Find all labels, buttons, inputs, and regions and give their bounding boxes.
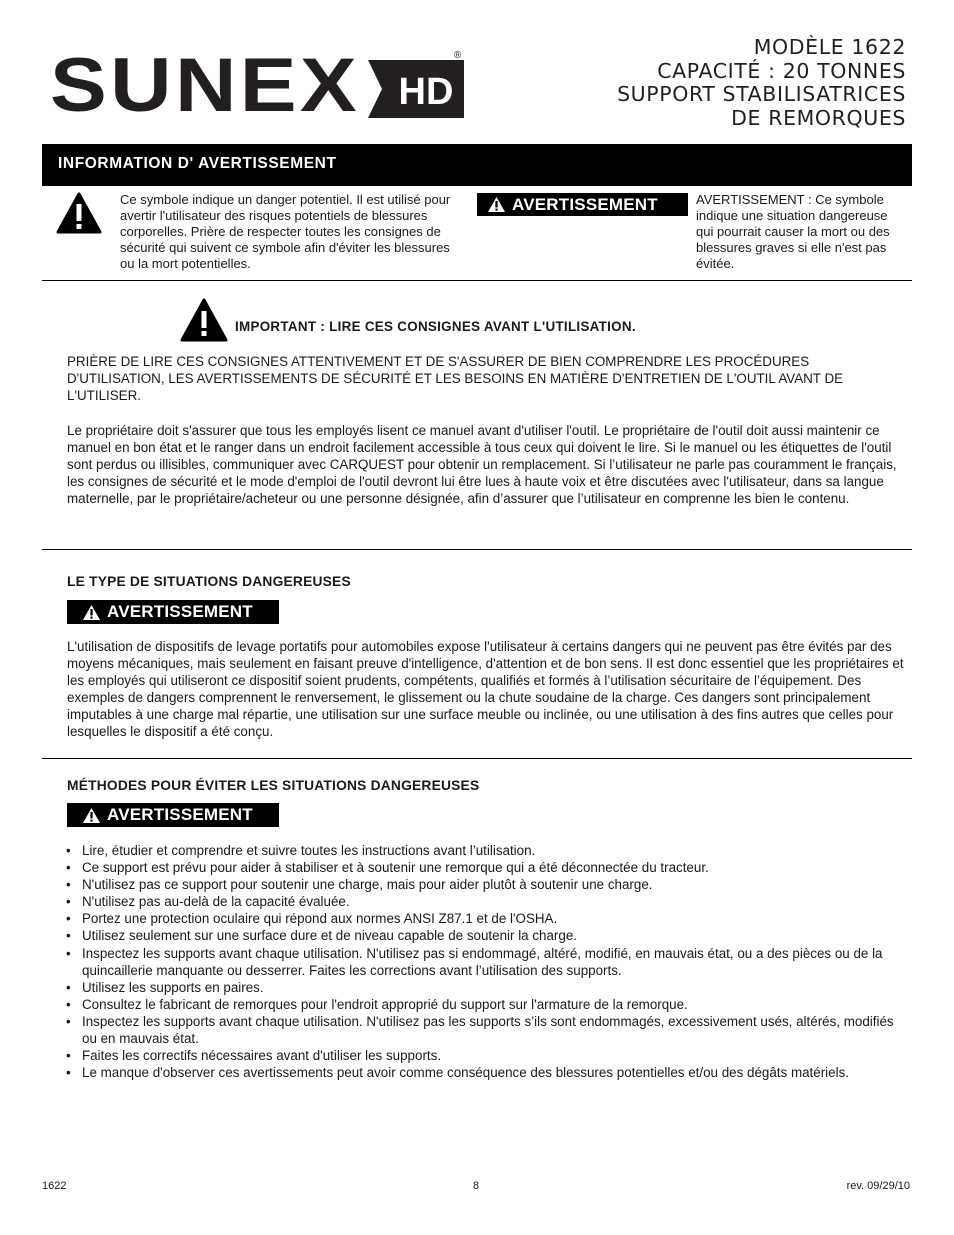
safety-instructions-list: [66, 842, 912, 1081]
section-title: INFORMATION D' AVERTISSEMENT: [58, 155, 337, 172]
warning-label-text: AVERTISSEMENT: [107, 805, 253, 824]
list-item: • N'utilisez pas au-delà de la capacité évaluée.: [66, 893, 912, 910]
warning-symbol-description: AVERTISSEMENT : Ce symbole indique une situation dangereuse qui pourrait causer la mort ou des blessures graves si elle n'est pas évitée.: [696, 192, 890, 271]
warning-label-text: AVERTISSEMENT: [107, 602, 253, 621]
list-item: • Faites les correctifs nécessaires avant d'utiliser les supports.: [66, 1047, 912, 1064]
list-item: • Le manque d'observer ces avertissements peut avoir comme conséquence des blessures potentielles et/ou des dégâts matériels.: [66, 1064, 912, 1081]
divider: [42, 549, 912, 550]
hazards-heading: LE TYPE DE SITUATIONS DANGEREUSES: [67, 574, 351, 589]
list-item: • Lire, étudier et comprendre et suivre toutes les instructions avant l’utilisation.: [66, 842, 912, 859]
brand-suffix: HD: [398, 71, 454, 113]
footer-revision: rev. 09/29/10: [846, 1180, 910, 1192]
danger-symbol-description: Ce symbole indique un danger potentiel. Il est utilisé pour avertir l'utilisateur des risques potentiels de blessures corporelles. Prière de respecter toutes les consignes de sécurité qui suivent ce symbole afin d'éviter les blessures ou la mort potentielles.: [120, 192, 451, 271]
warning-label: [67, 803, 279, 827]
title-line-2: CAPACITÉ : 20 TONNES: [657, 58, 906, 83]
warning-triangle-icon: [487, 196, 506, 213]
warning-label: [67, 600, 279, 624]
hazards-paragraph: L'utilisation de dispositifs de levage portatifs pour automobiles expose l'utilisateur à certains dangers qui ne peuvent pas être évités par des moyens mécaniques, mais seulement en faisant preuve d'intelligence, d'attention et de bon sens. Il est donc essentiel que les propriétaires et les employés qui utiliseront ce dispositif soient prudents, compétents, qualifiés et formés à l’utilisation sécuritaire de l’équipement. Des exemples de dangers comprennent le renversement, le glissement ou la chute soudaine de la charge. Ces dangers sont principalement imputables à une charge mal répartie, une utilisation sur une surface meuble ou inclinée, ou une utilisation à des fins autres que celles pour lesquelles le dispositif a été conçu.: [67, 639, 904, 739]
divider: [42, 280, 912, 281]
list-item: • N'utilisez pas ce support pour soutenir une charge, mais pour aider plutôt à soutenir une charge.: [66, 876, 912, 893]
list-item: • Consultez le fabricant de remorques pour l'endroit approprié du support sur l'armature de la remorque.: [66, 996, 912, 1013]
brand-name: SUNEX: [50, 43, 361, 128]
warning-triangle-icon: [82, 807, 101, 824]
warning-triangle-icon: [56, 192, 102, 234]
warning-label-text: AVERTISSEMENT: [512, 194, 658, 214]
list-item: • Inspectez les supports avant chaque utilisation. N'utilisez pas les supports s’ils sont endommagés, excessivement usés, altérés, modifiés ou en mauvais état.: [66, 1013, 912, 1047]
list-item: • Portez une protection oculaire qui répond aux normes ANSI Z87.1 et de l'OSHA.: [66, 910, 912, 927]
model-title: [617, 36, 906, 130]
brand-logo: [50, 43, 466, 128]
divider: [42, 758, 912, 759]
warning-label: [477, 193, 688, 216]
title-line-1: MODÈLE 1622: [753, 35, 906, 59]
list-item: • Inspectez les supports avant chaque utilisation. N'utilisez pas si endommagé, altéré, modifié, en mauvais état, ou a des pièces ou de la quincaillerie manquante ou desserrer. Faites les corrections avant l’utilisation des supports.: [66, 945, 912, 979]
list-item: • Utilisez seulement sur une surface dure et de niveau capable de soutenir la charge.: [66, 927, 912, 944]
section-header: [42, 144, 912, 186]
title-line-4: DE REMORQUES: [731, 105, 906, 130]
list-item: • Utilisez les supports en paires.: [66, 979, 912, 996]
methods-heading: MÉTHODES POUR ÉVITER LES SITUATIONS DANGEREUSES: [67, 778, 480, 793]
hd-badge: [368, 60, 464, 118]
owner-responsibility-paragraph: Le propriétaire doit s'assurer que tous les employés lisent ce manuel avant d'utiliser l'outil. Le propriétaire de l'outil doit aussi maintenir ce manuel en bon état et le ranger dans un endroit facilement accessible à tous ceux qui doivent le lire. Si le manuel ou les étiquettes de l'outil sont perdus ou illisibles, communiquer avec CARQUEST pour obtenir un remplacement. Si l’utilisateur ne parle pas couramment le français, les consignes de sécurité et le mode d'emploi de l'outil devront lui être lues à haute voix et être discutées avec l'utilisateur, dans sa langue maternelle, par le propriétaire/acheteur ou une personne désignée, afin d’assurer que l’utilisateur en comprenne les bien le contenu.: [67, 423, 897, 506]
important-paragraph-caps: PRIÈRE DE LIRE CES CONSIGNES ATTENTIVEMENT ET DE S'ASSURER DE BIEN COMPRENDRE LES PROCÉDURES D'UTILISATION, LES AVERTISSEMENTS DE SÉCURITÉ ET LES BESOINS EN MATIÈRE D'ENTRETIEN DE L'OUTIL AVANT DE L'UTILISER.: [67, 354, 844, 403]
registered-mark: ®: [454, 50, 462, 61]
footer-page-number: 8: [473, 1180, 480, 1192]
warning-triangle-icon: [82, 604, 101, 621]
warning-triangle-icon: [180, 298, 228, 342]
title-line-3: SUPPORT STABILISATRICES: [617, 82, 906, 106]
important-heading: IMPORTANT : LIRE CES CONSIGNES AVANT L'UTILISATION.: [235, 319, 636, 334]
footer-model: 1622: [42, 1180, 67, 1192]
list-item: • Ce support est prévu pour aider à stabiliser et à soutenir une remorque qui a été déconnectée du tracteur.: [66, 859, 912, 876]
